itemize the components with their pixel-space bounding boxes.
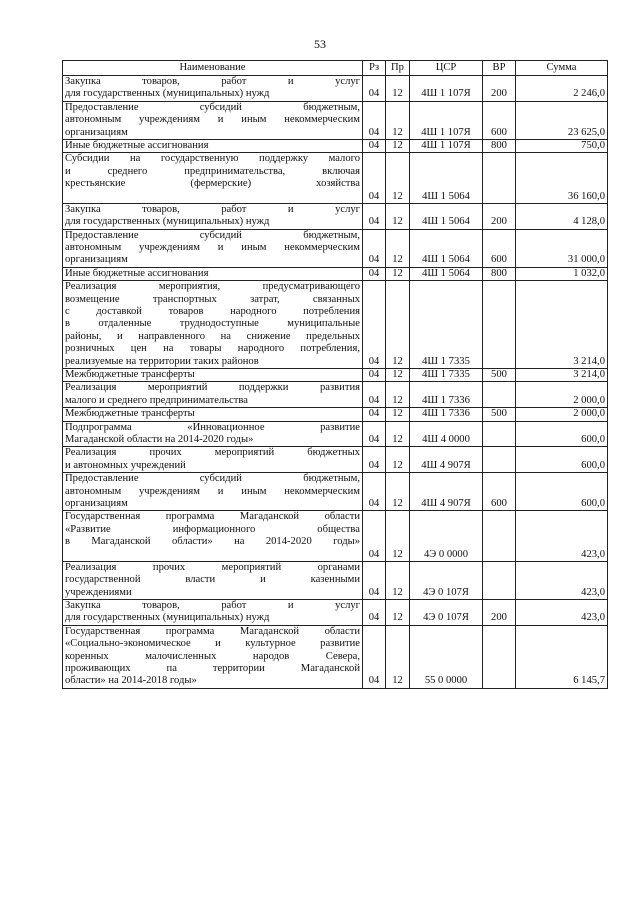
row-sum: 36 160,0 <box>516 153 608 204</box>
budget-table <box>62 60 608 689</box>
table-row <box>63 101 608 139</box>
row-vr: 200 <box>483 600 516 626</box>
row-sum: 423,0 <box>516 511 608 562</box>
row-sum: 423,0 <box>516 600 608 626</box>
table-row <box>63 421 608 447</box>
row-sum: 6 145,7 <box>516 625 608 688</box>
row-vr: 800 <box>483 139 516 152</box>
row-name-line: «Развитие информационного общества <box>65 523 360 535</box>
row-name <box>63 625 363 688</box>
table-row <box>63 153 608 204</box>
row-sum: 750,0 <box>516 139 608 152</box>
row-name <box>63 267 363 280</box>
table-header-row <box>63 61 608 76</box>
row-pr: 12 <box>386 511 410 562</box>
row-vr <box>483 281 516 369</box>
row-vr: 200 <box>483 76 516 102</box>
row-sum: 2 000,0 <box>516 408 608 421</box>
row-pr: 12 <box>386 101 410 139</box>
row-name-line: Предоставление субсидий бюджетным, <box>65 101 360 113</box>
row-csr: 4Ш 4 907Я <box>410 473 483 511</box>
row-pr: 12 <box>386 281 410 369</box>
row-name-line: Иные бюджетные ассигнования <box>65 267 209 279</box>
row-pr: 12 <box>386 408 410 421</box>
row-name-line: малого и среднего предпринимательства <box>65 394 249 406</box>
row-vr: 500 <box>483 369 516 382</box>
row-name <box>63 76 363 102</box>
table-row <box>63 408 608 421</box>
row-name-line: Субсидии на государственную поддержку малого <box>65 153 360 165</box>
row-pr: 12 <box>386 561 410 599</box>
row-name-line: проживающих па территории Магаданской <box>65 663 360 675</box>
row-vr: 200 <box>483 203 516 229</box>
table-row <box>63 267 608 280</box>
row-rz: 04 <box>363 229 386 267</box>
row-name-line: реализуемые на территории таких районов <box>65 355 259 367</box>
row-rz: 04 <box>363 76 386 102</box>
row-name-line: автономным учреждениям и иным некоммерческим <box>65 114 360 126</box>
row-name-line: коренных малочисленных народов Севера, <box>65 650 360 662</box>
row-name-line: организациям <box>65 497 128 509</box>
row-csr: 4Ш 1 5064 <box>410 267 483 280</box>
row-name-line: с доставкой товаров народного потребления <box>65 306 360 318</box>
row-pr: 12 <box>386 139 410 152</box>
table-row <box>63 76 608 102</box>
row-rz: 04 <box>363 561 386 599</box>
row-sum: 600,0 <box>516 421 608 447</box>
row-csr: 4Ш 1 7335 <box>410 369 483 382</box>
row-csr: 4Ш 4 907Я <box>410 447 483 473</box>
header-sum: Сумма <box>516 61 608 76</box>
row-sum: 600,0 <box>516 447 608 473</box>
row-csr: 4Э 0 0000 <box>410 511 483 562</box>
row-pr: 12 <box>386 600 410 626</box>
table-row <box>63 229 608 267</box>
row-rz: 04 <box>363 139 386 152</box>
row-rz: 04 <box>363 625 386 688</box>
row-name-line: Закупка товаров, работ и услуг <box>65 203 360 215</box>
row-vr <box>483 382 516 408</box>
row-name-line: и среднего предпринимательства, включая <box>65 165 360 177</box>
row-rz: 04 <box>363 267 386 280</box>
row-name-line: Закупка товаров, работ и услуг <box>65 76 360 87</box>
table-row <box>63 447 608 473</box>
row-name-line <box>65 191 360 203</box>
row-csr: 4Э 0 107Я <box>410 600 483 626</box>
row-name-line: и автономных учреждений <box>65 459 186 471</box>
row-name-line: автономным учреждениям и иным некоммерческим <box>65 242 360 254</box>
row-name-line: автономным учреждениям и иным некоммерческим <box>65 485 360 497</box>
row-name-line: для государственных (муниципальных) нужд <box>65 88 270 100</box>
table-row <box>63 139 608 152</box>
row-rz: 04 <box>363 511 386 562</box>
row-name-line: Магаданской области на 2014-2020 годы» <box>65 434 254 445</box>
row-name <box>63 421 363 447</box>
row-vr: 500 <box>483 408 516 421</box>
row-name-line: Предоставление субсидий бюджетным, <box>65 229 360 241</box>
table-row <box>63 511 608 562</box>
row-vr <box>483 511 516 562</box>
row-pr: 12 <box>386 267 410 280</box>
row-name-line: Иные бюджетные ассигнования <box>65 139 209 151</box>
row-rz: 04 <box>363 369 386 382</box>
row-name-line: Подпрограмма «Инновационное развитие <box>65 421 360 433</box>
row-name-line: учреждениями <box>65 586 132 598</box>
row-name-line: Реализация мероприятий поддержки развития <box>65 382 360 394</box>
row-vr <box>483 421 516 447</box>
table-row <box>63 600 608 626</box>
table-row <box>63 382 608 408</box>
row-pr: 12 <box>386 229 410 267</box>
row-vr: 600 <box>483 473 516 511</box>
row-name <box>63 511 363 562</box>
row-sum: 2 000,0 <box>516 382 608 408</box>
row-csr: 4Ш 1 5064 <box>410 153 483 204</box>
row-sum: 31 000,0 <box>516 229 608 267</box>
row-rz: 04 <box>363 203 386 229</box>
row-name-line: государственной власти и казенными <box>65 574 360 586</box>
row-name <box>63 600 363 626</box>
row-pr: 12 <box>386 473 410 511</box>
table-row <box>63 369 608 382</box>
row-pr: 12 <box>386 421 410 447</box>
header-rz: Рз <box>363 61 386 76</box>
row-name-line <box>65 549 360 561</box>
header-vr: ВР <box>483 61 516 76</box>
row-pr: 12 <box>386 76 410 102</box>
row-name <box>63 447 363 473</box>
row-vr <box>483 447 516 473</box>
row-name-line: Межбюджетные трансферты <box>65 408 195 420</box>
row-name-line: Предоставление субсидий бюджетным, <box>65 473 360 485</box>
row-sum: 3 214,0 <box>516 369 608 382</box>
row-csr: 4Ш 1 7335 <box>410 281 483 369</box>
row-pr: 12 <box>386 625 410 688</box>
row-name-line: в Магаданской области» на 2014-2020 годы» <box>65 536 360 548</box>
table-row <box>63 281 608 369</box>
row-vr <box>483 625 516 688</box>
row-rz: 04 <box>363 281 386 369</box>
row-pr: 12 <box>386 447 410 473</box>
table-row <box>63 561 608 599</box>
row-name-line: Государственная программа Магаданской области <box>65 511 360 523</box>
row-name <box>63 229 363 267</box>
row-name-line: организациям <box>65 126 128 138</box>
row-csr: 4Ш 4 0000 <box>410 421 483 447</box>
header-pr: Пр <box>386 61 410 76</box>
row-name-line: для государственных (муниципальных) нужд <box>65 216 270 228</box>
row-name-line: Реализация мероприятия, предусматривающего <box>65 281 360 293</box>
row-csr: 4Э 0 107Я <box>410 561 483 599</box>
table-body <box>63 76 608 689</box>
row-name <box>63 561 363 599</box>
row-name <box>63 203 363 229</box>
row-name-line: возмещение транспортных затрат, связанных <box>65 293 360 305</box>
row-csr: 55 0 0000 <box>410 625 483 688</box>
row-csr: 4Ш 1 5064 <box>410 203 483 229</box>
row-name <box>63 473 363 511</box>
row-name <box>63 153 363 204</box>
row-rz: 04 <box>363 473 386 511</box>
row-name-line: Межбюджетные трансферты <box>65 369 195 381</box>
row-sum: 3 214,0 <box>516 281 608 369</box>
row-name-line: Реализация прочих мероприятий бюджетных <box>65 447 360 459</box>
table-row <box>63 473 608 511</box>
row-name <box>63 369 363 382</box>
row-rz: 04 <box>363 421 386 447</box>
page-number: 53 <box>314 37 326 51</box>
row-sum: 1 032,0 <box>516 267 608 280</box>
row-vr: 600 <box>483 101 516 139</box>
row-sum: 23 625,0 <box>516 101 608 139</box>
row-rz: 04 <box>363 600 386 626</box>
row-csr: 4Ш 1 107Я <box>410 76 483 102</box>
row-rz: 04 <box>363 408 386 421</box>
row-pr: 12 <box>386 382 410 408</box>
row-name <box>63 281 363 369</box>
row-name-line: Закупка товаров, работ и услуг <box>65 600 360 612</box>
row-rz: 04 <box>363 382 386 408</box>
row-vr <box>483 561 516 599</box>
table-row <box>63 203 608 229</box>
row-name <box>63 382 363 408</box>
row-vr: 600 <box>483 229 516 267</box>
header-name: Наименование <box>63 61 363 76</box>
row-name <box>63 139 363 152</box>
row-sum: 4 128,0 <box>516 203 608 229</box>
row-pr: 12 <box>386 153 410 204</box>
row-name-line: Реализация прочих мероприятий органами <box>65 561 360 573</box>
row-name-line: районы, и направленного на снижение предельных <box>65 330 360 342</box>
row-name-line: Государственная программа Магаданской области <box>65 625 360 637</box>
header-csr: ЦСР <box>410 61 483 76</box>
row-csr: 4Ш 1 5064 <box>410 229 483 267</box>
row-vr: 800 <box>483 267 516 280</box>
row-name-line: «Социально-экономическое и культурное развитие <box>65 638 360 650</box>
row-name-line: для государственных (муниципальных) нужд <box>65 612 270 624</box>
table-row <box>63 625 608 688</box>
row-name-line: в отдаленные труднодоступные муниципальные <box>65 318 360 330</box>
row-rz: 04 <box>363 153 386 204</box>
row-csr: 4Ш 1 7336 <box>410 382 483 408</box>
row-name-line: крестьянские (фермерские) хозяйства <box>65 178 360 190</box>
row-name <box>63 101 363 139</box>
row-csr: 4Ш 1 107Я <box>410 101 483 139</box>
row-sum: 423,0 <box>516 561 608 599</box>
row-name <box>63 408 363 421</box>
row-csr: 4Ш 1 7336 <box>410 408 483 421</box>
row-sum: 600,0 <box>516 473 608 511</box>
row-rz: 04 <box>363 101 386 139</box>
row-name-line: области» на 2014-2018 годы» <box>65 675 197 687</box>
row-sum: 2 246,0 <box>516 76 608 102</box>
row-name-line: розничных цен на товары народного потребления, <box>65 343 360 355</box>
row-vr <box>483 153 516 204</box>
row-name-line: организациям <box>65 254 128 266</box>
row-csr: 4Ш 1 107Я <box>410 139 483 152</box>
row-pr: 12 <box>386 369 410 382</box>
row-rz: 04 <box>363 447 386 473</box>
row-pr: 12 <box>386 203 410 229</box>
